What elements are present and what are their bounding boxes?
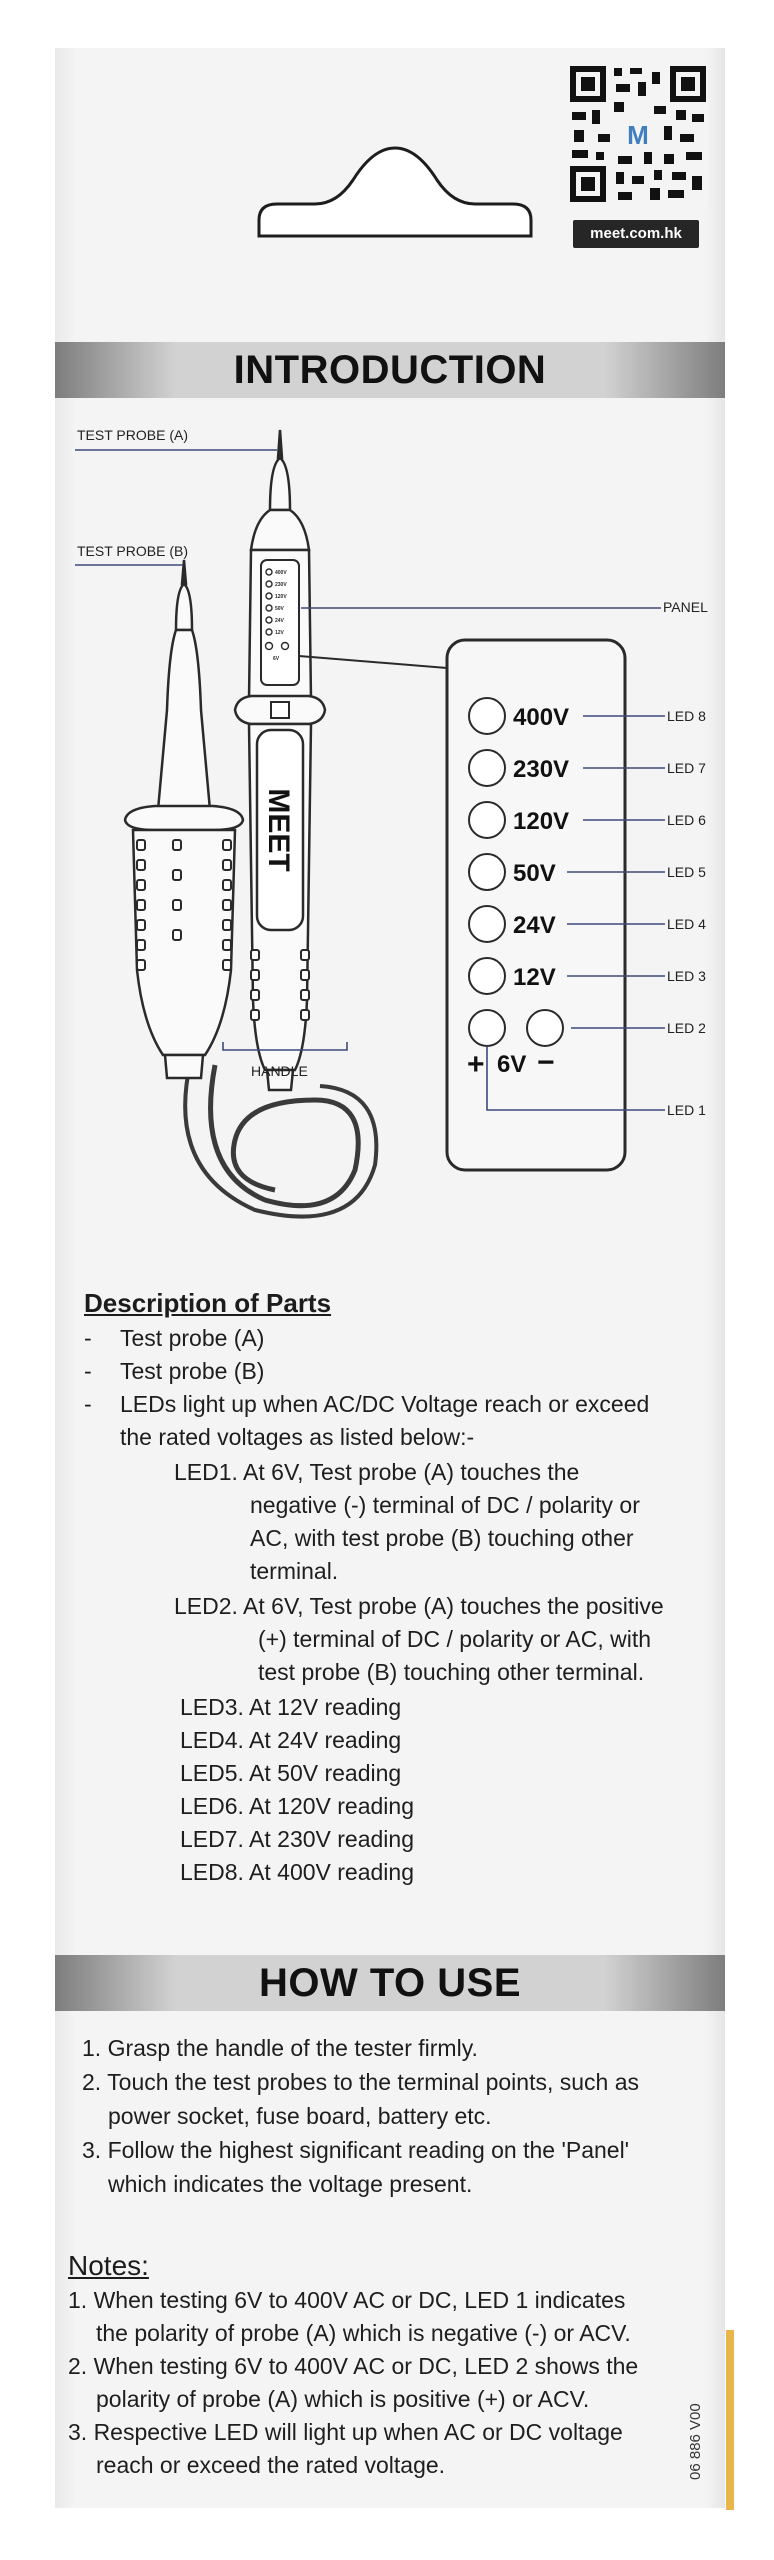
led2-line-1: LED2. At 6V, Test probe (A) touches the positive bbox=[174, 1593, 664, 1619]
card-edge-stripe bbox=[726, 2330, 734, 2510]
led2-line-3: test probe (B) touching other terminal. bbox=[258, 1659, 645, 1685]
zoom-line bbox=[299, 656, 447, 668]
panel-voltage-230v: 230V bbox=[513, 756, 570, 783]
qr-logo-letter: M bbox=[627, 120, 649, 150]
how-line-5: which indicates the voltage present. bbox=[108, 2171, 473, 2197]
mini-label-50v: 50V bbox=[275, 606, 284, 612]
how-line-1: 1. Grasp the handle of the tester firmly. bbox=[82, 2035, 478, 2061]
panel-led-7: LED 7 bbox=[667, 760, 706, 776]
probe-a-brand-text: MEET bbox=[262, 788, 295, 872]
mini-label-24v: 24V bbox=[275, 618, 284, 624]
panel-led-5: LED 5 bbox=[667, 864, 706, 880]
panel-voltage-50v: 50V bbox=[513, 860, 556, 887]
led2-line-2: (+) terminal of DC / polarity or AC, with bbox=[258, 1626, 652, 1652]
note-line-6: reach or exceed the rated voltage. bbox=[96, 2452, 446, 2478]
note-line-3: 2. When testing 6V to 400V AC or DC, LED 2 shows the bbox=[68, 2353, 639, 2379]
introduction-header bbox=[55, 342, 725, 398]
panel-plus: + bbox=[467, 1048, 485, 1081]
note-line-4: polarity of probe (A) which is positive (+) or ACV. bbox=[96, 2386, 590, 2412]
panel-voltage-12v: 12V bbox=[513, 964, 556, 991]
reading-led7: LED7. At 230V reading bbox=[180, 1826, 414, 1852]
panel-voltage-400v: 400V bbox=[513, 704, 570, 731]
led1-line-4: terminal. bbox=[250, 1558, 339, 1584]
reading-led5: LED5. At 50V reading bbox=[180, 1760, 402, 1786]
how-line-3: power socket, fuse board, battery etc. bbox=[108, 2103, 492, 2129]
desc-item-1: Test probe (A) bbox=[120, 1325, 265, 1351]
mini-label-6v: 6V bbox=[273, 656, 280, 662]
how-to-use-title: HOW TO USE bbox=[258, 1961, 522, 2005]
hang-hole bbox=[255, 140, 535, 240]
panel-led-8: LED 8 bbox=[667, 708, 706, 724]
how-line-2: 2. Touch the test probes to the terminal points, such as bbox=[82, 2069, 640, 2095]
how-line-4: 3. Follow the highest significant reading on the 'Panel' bbox=[82, 2137, 630, 2163]
note-line-5: 3. Respective LED will light up when AC or DC voltage bbox=[68, 2419, 623, 2445]
mini-label-400v: 400V bbox=[275, 570, 287, 576]
panel-minus: − bbox=[537, 1046, 555, 1079]
panel-led-3: LED 3 bbox=[667, 968, 706, 984]
mini-label-120v: 120V bbox=[275, 594, 287, 600]
note-line-1: 1. When testing 6V to 400V AC or DC, LED 1 indicates bbox=[68, 2287, 626, 2313]
label-handle: HANDLE bbox=[251, 1063, 308, 1079]
reading-led3: LED3. At 12V reading bbox=[180, 1694, 402, 1720]
led1-line-1: LED1. At 6V, Test probe (A) touches the bbox=[174, 1459, 580, 1485]
panel-voltage-24v: 24V bbox=[513, 912, 556, 939]
panel-6v: 6V bbox=[497, 1051, 527, 1078]
reading-led8: LED8. At 400V reading bbox=[180, 1859, 414, 1885]
panel-voltage-120v: 120V bbox=[513, 808, 570, 835]
tester-diagram bbox=[55, 410, 725, 1220]
panel-led-4: LED 4 bbox=[667, 916, 706, 932]
mini-label-230v: 230V bbox=[275, 582, 287, 588]
note-line-2: the polarity of probe (A) which is negative (-) or ACV. bbox=[96, 2320, 631, 2346]
label-test-probe-a: TEST PROBE (A) bbox=[77, 427, 188, 443]
reading-led6: LED6. At 120V reading bbox=[180, 1793, 414, 1819]
led1-line-3: AC, with test probe (B) touching other bbox=[250, 1525, 634, 1551]
mini-label-12v: 12V bbox=[275, 630, 284, 636]
panel-led-1: LED 1 bbox=[667, 1102, 706, 1118]
introduction-title: INTRODUCTION bbox=[233, 348, 547, 392]
led1-line-2: negative (-) terminal of DC / polarity or bbox=[250, 1492, 640, 1518]
desc-item-3-cont: the rated voltages as listed below:- bbox=[120, 1424, 475, 1450]
notes-title: Notes: bbox=[68, 2250, 149, 2281]
panel-led-6: LED 6 bbox=[667, 812, 706, 828]
description-title: Description of Parts bbox=[84, 1288, 332, 1318]
reading-led4: LED4. At 24V reading bbox=[180, 1727, 402, 1753]
label-test-probe-b: TEST PROBE (B) bbox=[77, 543, 188, 559]
how-to-use-header bbox=[55, 1955, 725, 2011]
probe-a-button bbox=[271, 702, 289, 718]
panel-led-2: LED 2 bbox=[667, 1020, 706, 1036]
desc-item-2: Test probe (B) bbox=[120, 1358, 265, 1384]
label-panel: PANEL bbox=[663, 599, 708, 615]
desc-bullet-1: - bbox=[84, 1325, 92, 1351]
probe-b bbox=[125, 560, 243, 1078]
desc-bullet-3: - bbox=[84, 1391, 92, 1417]
brand-url: meet.com.hk bbox=[573, 220, 699, 248]
desc-item-3: LEDs light up when AC/DC Voltage reach or exceed bbox=[120, 1391, 650, 1417]
qr-code bbox=[568, 64, 708, 204]
desc-bullet-2: - bbox=[84, 1358, 92, 1384]
product-code: 06 886 V00 bbox=[687, 2403, 704, 2480]
